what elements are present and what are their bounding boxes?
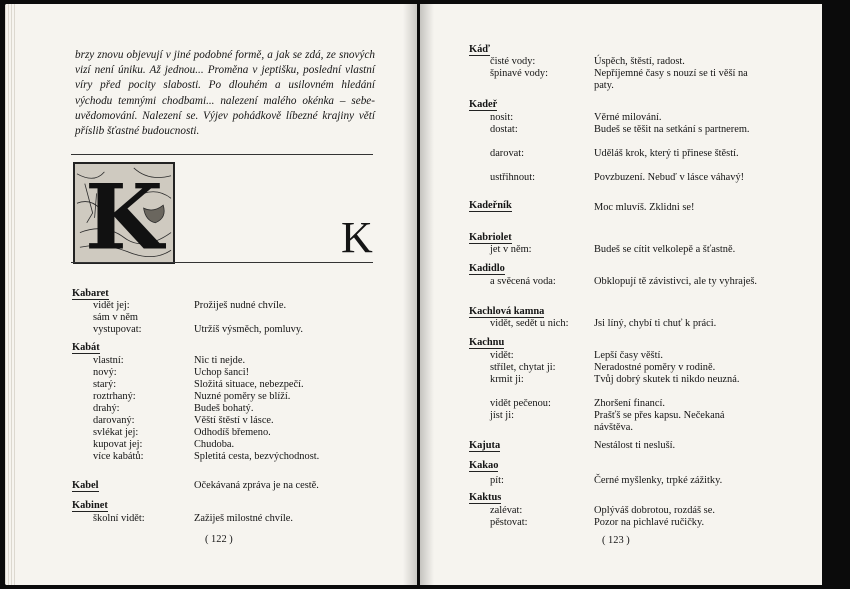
entry-meaning: Nepříjemné časy s nouzí se ti věší na paty.	[594, 68, 748, 91]
entry-meaning: Nic ti nejde.	[194, 355, 246, 366]
entry-meaning: Odhodíš břemeno.	[194, 427, 271, 438]
entry-title	[469, 44, 490, 56]
entry-meaning: Chudoba.	[194, 439, 235, 450]
entry-title	[72, 342, 100, 354]
svg-text:K: K	[84, 164, 164, 262]
entry-keyword: jet v něm:	[490, 244, 532, 255]
entry-meaning: Jsi líný, chybí ti chuť k práci.	[594, 318, 717, 329]
entry-meaning: Pozor na pichlavé ručičky.	[594, 517, 705, 528]
woodcut-illustration-icon	[75, 164, 173, 262]
decorative-initial	[73, 162, 175, 264]
entry-title-text: Kadeřník	[469, 200, 512, 211]
gutter-shadow	[403, 4, 417, 585]
entry-title-text: Kabel	[72, 480, 99, 491]
entry-keyword: nosit:	[490, 112, 514, 123]
entry-keyword: svlékat jej:	[93, 427, 139, 438]
entry-title	[469, 460, 498, 472]
entry-meaning: Zhoršení financí.	[594, 398, 665, 409]
entry-meaning: Zažiješ milostné chvíle.	[194, 513, 293, 524]
entry-keyword: dostat:	[490, 124, 518, 135]
entry-title-text: Kaktus	[469, 492, 502, 503]
entry-title-text: Kajuta	[469, 440, 501, 451]
entry-meaning: Povzbuzení. Nebuď v lásce váhavý!	[594, 172, 745, 183]
left-page	[5, 4, 417, 585]
entry-meaning: Neradostné poměry v rodině.	[594, 362, 716, 373]
entry-meaning: Prožiješ nudné chvíle.	[194, 300, 287, 311]
entry-keyword: vidět:	[490, 350, 514, 361]
entry-keyword: darovaný:	[93, 415, 135, 426]
entry-keyword: pěstovat:	[490, 517, 528, 528]
entry-title	[469, 99, 497, 111]
entry-meaning: Budeš se těšit na setkání s partnerem.	[594, 124, 750, 135]
entry-keyword: čisté vody:	[490, 56, 536, 67]
entry-title-text: Kakao	[469, 460, 499, 471]
entry-keyword: kupovat jej:	[93, 439, 143, 450]
entry-meaning: Utržíš výsměch, pomluvy.	[194, 324, 303, 335]
entry-title-text: Kabát	[72, 342, 100, 353]
entry-meaning: Lepší časy věští.	[594, 350, 663, 361]
page-number: ( 122 )	[205, 534, 233, 545]
entry-title-text: Kabinet	[72, 500, 108, 511]
entry-title	[469, 232, 512, 244]
entry-meaning: Spletitá cesta, bezvýchodnost.	[194, 451, 320, 462]
entry-keyword: vidět jej:	[93, 300, 130, 311]
entry-meaning: Uchop šanci!	[194, 367, 250, 378]
entry-meaning: Oplýváš dobrotou, rozdáš se.	[594, 505, 715, 516]
entry-meaning: Uděláš krok, který ti přinese štěstí.	[594, 148, 739, 159]
entry-meaning: Moc mluvíš. Zklidni se!	[594, 202, 695, 213]
entry-keyword: pít:	[490, 475, 504, 486]
entry-title-text: Kadidlo	[469, 263, 505, 274]
page-number: ( 123 )	[602, 535, 630, 546]
right-page	[420, 4, 822, 585]
entry-title	[72, 480, 99, 492]
entry-keyword: vystupovat:	[93, 324, 142, 335]
entry-meaning: Nuzné poměry se blíží.	[194, 391, 291, 402]
entry-keyword: krmit ji:	[490, 374, 524, 385]
entry-keyword: vidět, sedět u nich:	[490, 318, 569, 329]
entry-keyword: sám v něm	[93, 312, 139, 323]
entry-meaning: Černé myšlenky, trpké zážitky.	[594, 475, 723, 486]
entry-title-text: Kachnu	[469, 337, 505, 348]
page-edges	[5, 4, 15, 585]
section-letter: K	[341, 213, 373, 262]
entry-keyword: zalévat:	[490, 505, 523, 516]
entry-keyword: střílet, chytat ji:	[490, 362, 556, 373]
entry-title-text: Kabriolet	[469, 232, 512, 243]
entry-meaning: Očekávaná zpráva je na cestě.	[194, 480, 319, 491]
entry-title-text: Kabaret	[72, 288, 109, 299]
intro-paragraph: brzy znovu objevují v jiné podobné formě, a jak se zdá, ze snových vizí není úniku. Až jednou... Proměna v jeptišku, poslední vlastní víry před pocity slabosti. Po dlouhém a usilovném hledání východu temnými chodbami... nalezení malého okénka – sebeuvědomování. Nalezení se. Výjev pohádkově líbezné krajiny větí příslib šťastné budoucnosti.	[75, 49, 375, 138]
entry-keyword: nový:	[93, 367, 117, 378]
entry-keyword: roztrhaný:	[93, 391, 136, 402]
entry-keyword: školní vidět:	[93, 513, 145, 524]
entry-keyword: více kabátů:	[93, 451, 144, 462]
entry-keyword: špinavé vody:	[490, 68, 549, 79]
entry-keyword: jíst ji:	[490, 410, 514, 421]
entry-title	[469, 200, 512, 212]
entry-title	[469, 337, 504, 349]
entry-title	[72, 288, 109, 300]
divider-top	[71, 154, 373, 155]
divider-bottom	[71, 262, 373, 263]
entry-meaning: Prašťš se přes kapsu. Nečekaná návštěva.	[594, 410, 725, 433]
entry-keyword: ustřihnout:	[490, 172, 536, 183]
entry-meaning: Obklopují tě závistivci, ale ty vyhraješ.	[594, 276, 758, 287]
entry-keyword: vlastní:	[93, 355, 124, 366]
entry-keyword: darovat:	[490, 148, 525, 159]
gutter-shadow	[420, 4, 434, 585]
entry-title	[72, 500, 108, 512]
entry-keyword: drahý:	[93, 403, 120, 414]
entry-meaning: Nestálost ti nesluší.	[594, 440, 676, 451]
entry-meaning: Úspěch, štěstí, radost.	[594, 56, 685, 67]
entry-title-text: Káď	[469, 44, 490, 55]
entry-keyword: starý:	[93, 379, 117, 390]
entry-meaning: Složitá situace, nebezpečí.	[194, 379, 304, 390]
entry-title	[469, 263, 505, 275]
entry-meaning: Věrné milování.	[594, 112, 662, 123]
entry-title-text: Kadeř	[469, 99, 498, 110]
entry-keyword: a svěcená voda:	[490, 276, 556, 287]
entry-meaning: Tvůj dobrý skutek ti nikdo neuzná.	[594, 374, 740, 385]
entry-title-text: Kachlová kamna	[469, 306, 545, 317]
entry-meaning: Věští štěstí v lásce.	[194, 415, 274, 426]
entry-meaning: Budeš se cítit velkolepě a šťastně.	[594, 244, 736, 255]
entry-title	[469, 492, 501, 504]
entry-meaning: Budeš bohatý.	[194, 403, 254, 414]
entry-title	[469, 306, 544, 318]
entry-title	[469, 440, 500, 452]
entry-keyword: vidět pečenou:	[490, 398, 551, 409]
